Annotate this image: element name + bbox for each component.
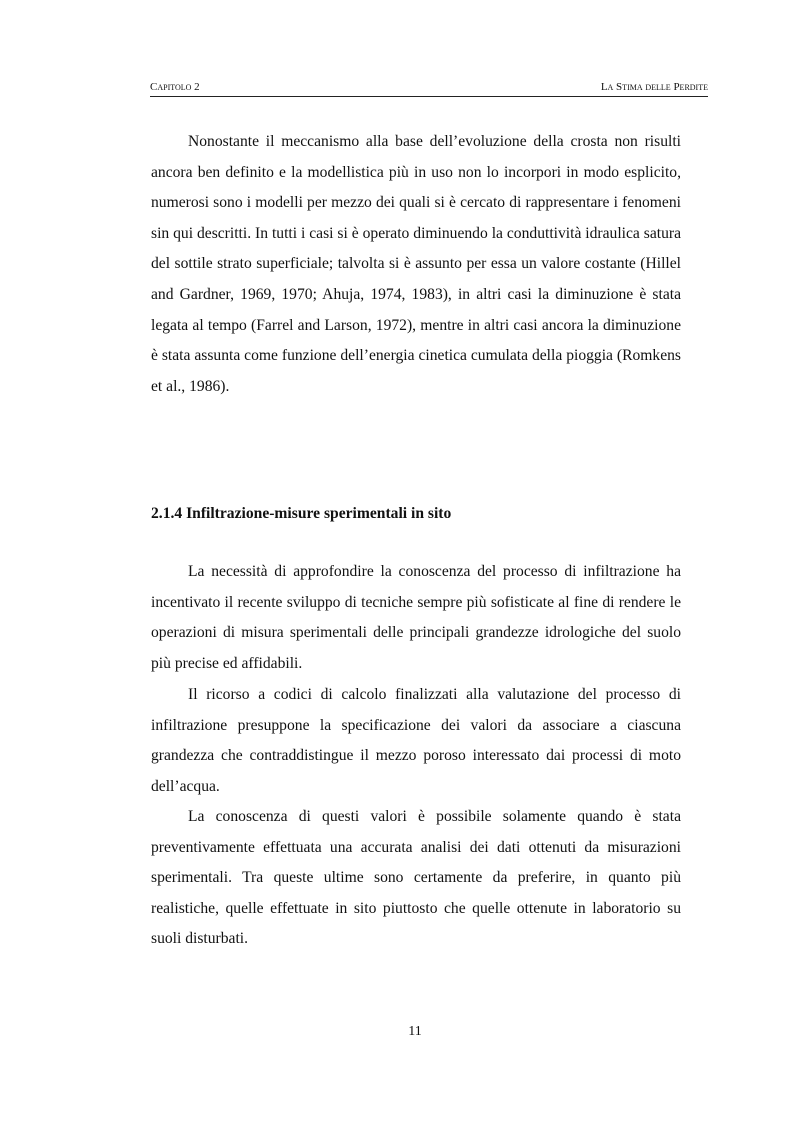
page-header [150,80,708,97]
paragraph-measurement-techniques: La necessità di approfondire la conoscenza del processo di infiltrazione ha incentivato il recente sviluppo di tecniche sempre più sofisticate al fine di rendere le operazioni di misura sperimentali delle principali grandezze idrologiche del suolo più precise ed affidabili. [151,563,681,672]
chapter-label: Capitolo 2 [150,81,200,93]
paragraph-crust-models: Nonostante il meccanismo alla base dell’evoluzione della crosta non risulti ancora ben definito e la modellistica più in uso non lo incorpori in modo esplicito, numerosi sono i modelli per mezzo dei quali si è cercato di rappresentare i fenomeni sin qui descritti. In tutti i casi si è operato diminuendo la conduttività idraulica satura del sottile strato superficiale; talvolta si è assunto per essa un valore costante (Hillel and Gardner, 1969, 1970; Ahuja, 1974, 1983), in altri casi la diminuzione è stata legata al tempo (Farrel and Larson, 1972), mentre in altri casi ancora la diminuzione è stata assunta come funzione dell’energia cinetica cumulata della pioggia (Romkens et al., 1986). [151,133,681,395]
paragraph-calculation-codes: Il ricorso a codici di calcolo finalizzati alla valutazione del processo di infiltrazione presuppone la specificazione dei valori da associare a ciascuna grandezza che contraddistingue il mezzo poroso interessato dai processi di moto dell’acqua. [151,686,681,795]
page-number: 11 [408,1024,422,1039]
paragraph-in-situ-measurements: La conoscenza di questi valori è possibile solamente quando è stata preventivamente effettuata una accurata analisi dei dati ottenuti da misurazioni sperimentali. Tra queste ultime sono certamente da preferire, in quanto più realistiche, quelle effettuate in sito piuttosto che quelle ottenute in laboratorio su suoli disturbati. [151,808,681,948]
chapter-title: La Stima delle Perdite [600,81,708,93]
section-heading: 2.1.4 Infiltrazione-misure sperimentali in sito [151,505,452,522]
